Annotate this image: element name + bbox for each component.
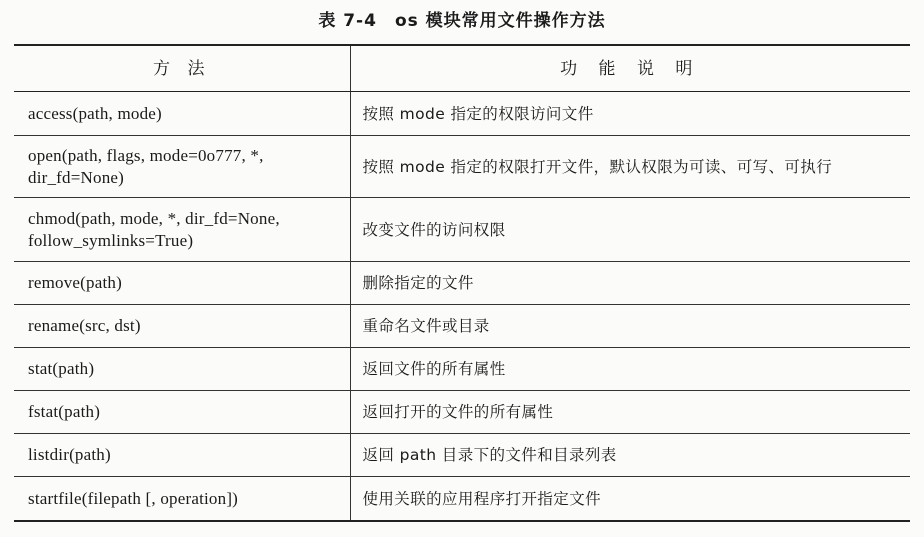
table-row xyxy=(14,262,910,305)
description-cell: 使用关联的应用程序打开指定文件 xyxy=(350,477,910,522)
description-cell: 返回文件的所有属性 xyxy=(350,348,910,391)
table-row xyxy=(14,136,910,198)
description-cell: 返回打开的文件的所有属性 xyxy=(350,391,910,434)
table-row xyxy=(14,434,910,477)
header-method: 方 法 xyxy=(14,45,350,92)
method-cell: stat(path) xyxy=(14,348,350,391)
method-cell: chmod(path, mode, *, dir_fd=None, follow_symlinks=True) xyxy=(14,198,350,262)
method-cell: rename(src, dst) xyxy=(14,305,350,348)
method-cell: access(path, mode) xyxy=(14,92,350,136)
table-row xyxy=(14,391,910,434)
header-description: 功 能 说 明 xyxy=(350,45,910,92)
table-number: 表 7-4 xyxy=(318,11,377,31)
description-cell: 改变文件的访问权限 xyxy=(350,198,910,262)
method-cell: startfile(filepath [, operation]) xyxy=(14,477,350,522)
description-cell: 按照 mode 指定的权限打开文件，默认权限为可读、可写、可执行 xyxy=(350,136,910,198)
description-cell: 删除指定的文件 xyxy=(350,262,910,305)
method-cell: listdir(path) xyxy=(14,434,350,477)
table-row xyxy=(14,348,910,391)
description-cell: 返回 path 目录下的文件和目录列表 xyxy=(350,434,910,477)
table-row xyxy=(14,198,910,262)
table-row xyxy=(14,92,910,136)
table-header-row xyxy=(14,45,910,92)
table-caption xyxy=(0,6,924,31)
description-cell: 按照 mode 指定的权限访问文件 xyxy=(350,92,910,136)
table-row xyxy=(14,305,910,348)
table-title: os 模块常用文件操作方法 xyxy=(394,11,606,31)
os-methods-table xyxy=(14,44,910,522)
method-cell: open(path, flags, mode=0o777, *, dir_fd=None) xyxy=(14,136,350,198)
method-cell: fstat(path) xyxy=(14,391,350,434)
method-cell: remove(path) xyxy=(14,262,350,305)
table-row xyxy=(14,477,910,522)
description-cell: 重命名文件或目录 xyxy=(350,305,910,348)
